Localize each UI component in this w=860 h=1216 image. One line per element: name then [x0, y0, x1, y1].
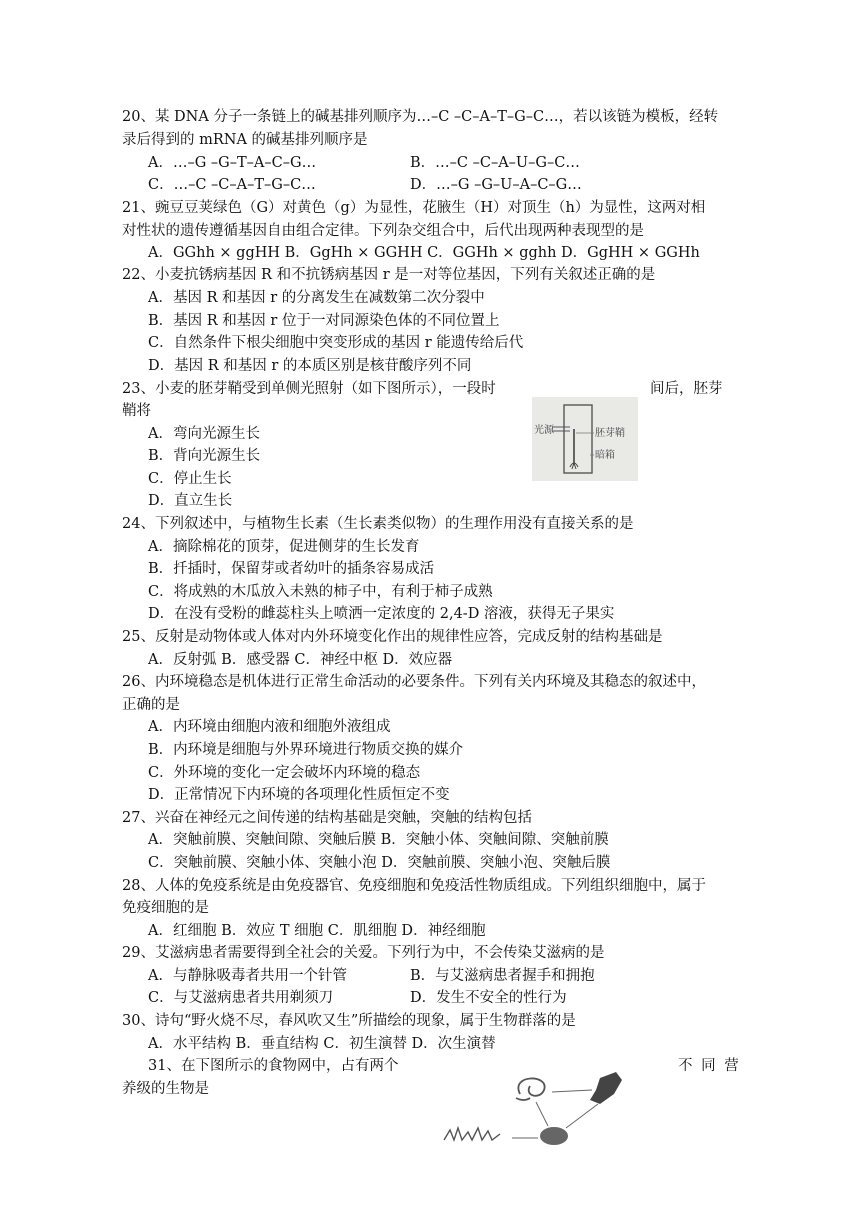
- snake-shape: [516, 1078, 545, 1100]
- q29-option-a: A．与静脉吸毒者共用一个针管: [148, 968, 347, 984]
- q26-option-b: B．内环境是细胞与外界环境进行物质交换的媒介: [148, 742, 464, 758]
- q30-stem: 30、诗句“野火烧不尽，春风吹又生”所描绘的现象，属于生物群落的是: [122, 1013, 576, 1029]
- q23-option-b: B．背向光源生长: [148, 448, 261, 464]
- q20-option-b: B．…–C –C–A–U–G–C…: [410, 155, 580, 171]
- q31-stem-line1b: 不 同 营: [678, 1058, 739, 1074]
- q29-option-b: B．与艾滋病患者握手和拥抱: [410, 968, 595, 984]
- q22-option-b: B．基因 R 和基因 r 位于一对同源染色体的不同位置上: [148, 313, 500, 329]
- grass-shape: [444, 1128, 500, 1140]
- q24-option-b: B．扦插时，保留芽或者幼叶的插条容易成活: [148, 561, 435, 577]
- q28-stem-line1: 28、人体的免疫系统是由免疫器官、免疫细胞和免疫活性物质组成。下列组织细胞中，属于: [122, 878, 706, 894]
- q23-option-c: C．停止生长: [148, 471, 232, 487]
- q26-stem-line1: 26、内环境稳态是机体进行正常生命活动的必要条件。下列有关内环境及其稳态的叙述中，: [122, 674, 706, 690]
- q22-option-c: C．自然条件下根尖细胞中突变形成的基因 r 能遗传给后代: [148, 335, 524, 351]
- arrow-mouse-snake: [536, 1102, 548, 1126]
- q25-options: A．反射弧 B．感受器 C．神经中枢 D．效应器: [148, 652, 453, 668]
- arrow-mouse-eagle: [566, 1104, 598, 1128]
- q23-stem-line1b: 间后，胚芽: [650, 381, 723, 397]
- q20-option-d: D．…–G –G–U–A–C–G…: [410, 177, 582, 193]
- q23-option-a: A．弯向光源生长: [148, 426, 260, 442]
- q26-stem-line2: 正确的是: [122, 697, 180, 713]
- q26-option-a: A．内环境由细胞内液和细胞外液组成: [148, 719, 391, 735]
- q22-stem: 22、小麦抗锈病基因 R 和不抗锈病基因 r 是一对等位基因，下列有关叙述正确的是: [122, 267, 656, 283]
- q29-stem: 29、艾滋病患者需要得到全社会的关爱。下列行为中，不会传染艾滋病的是: [122, 945, 605, 961]
- q29-option-c: C．与艾滋病患者共用剃须刀: [148, 990, 334, 1006]
- eagle-shape: [590, 1072, 622, 1104]
- q20-stem-line2: 录后得到的 mRNA 的碱基排列顺序是: [122, 132, 368, 148]
- mouse-shape: [540, 1127, 568, 1145]
- q27-options-cd: C．突触前膜、突触小体、突触小泡 D．突触前膜、突触小泡、突触后膜: [148, 855, 611, 871]
- coleoptile-light-figure: [532, 397, 638, 481]
- q21-stem-line1: 21、豌豆豆荚绿色（G）对黄色（g）为显性，花腋生（H）对顶生（h）为显性，这两对相: [122, 200, 706, 216]
- q31-stem-line1a: 31、在下图所示的食物网中，占有两个: [148, 1058, 399, 1074]
- q24-option-c: C．将成熟的木瓜放入未熟的柿子中，有利于柿子成熟: [148, 584, 493, 600]
- q31-stem-line2: 养级的生物是: [122, 1081, 209, 1097]
- q29-option-d: D．发生不安全的性行为: [410, 990, 567, 1006]
- q22-option-a: A．基因 R 和基因 r 的分离发生在减数第二次分裂中: [148, 290, 485, 306]
- figure-label-light: 光源: [534, 425, 554, 436]
- q21-stem-line2: 对性状的遗传遵循基因自由组合定律。下列杂交组合中，后代出现两种表现型的是: [122, 223, 644, 239]
- q25-stem: 25、反射是动物体或人体对内外环境变化作出的规律性应答，完成反射的结构基础是: [122, 629, 663, 645]
- food-web-figure: [440, 1068, 640, 1154]
- figure-label-box: 暗箱: [595, 450, 615, 461]
- q22-option-d: D．基因 R 和基因 r 的本质区别是核苷酸序列不同: [148, 358, 472, 374]
- q28-stem-line2: 免疫细胞的是: [122, 900, 209, 916]
- q24-option-d: D．在没有受粉的雌蕊柱头上喷洒一定浓度的 2,4-D 溶液，获得无子果实: [148, 606, 615, 622]
- q30-options: A．水平结构 B．垂直结构 C．初生演替 D．次生演替: [148, 1036, 496, 1052]
- arrow-snake-eagle: [552, 1090, 592, 1092]
- q27-stem: 27、兴奋在神经元之间传递的结构基础是突触，突触的结构包括: [122, 810, 532, 826]
- q24-option-a: A．摘除棉花的顶芽，促进侧芽的生长发育: [148, 539, 420, 555]
- q27-options-ab: A．突触前膜、突触间隙、突触后膜 B．突触小体、突触间隙、突触前膜: [148, 832, 609, 848]
- figure-label-sheath: 胚芽鞘: [595, 428, 625, 439]
- q23-option-d: D．直立生长: [148, 493, 233, 509]
- q20-option-a: A．…–G –G–T–A–C–G…: [148, 155, 317, 171]
- q23-stem-line2: 鞘将: [122, 403, 151, 419]
- q20-option-c: C．…–C –C–A–T–G–C…: [148, 177, 316, 193]
- q20-stem-line1: 20、某 DNA 分子一条链上的碱基排列顺序为…–C –C–A–T–G–C…，若以该链为模板，经转: [122, 109, 719, 125]
- q28-options: A．红细胞 B．效应 T 细胞 C．肌细胞 D．神经细胞: [148, 923, 486, 939]
- figure-background: [532, 397, 638, 481]
- q23-stem-line1a: 23、小麦的胚芽鞘受到单侧光照射（如下图所示），一段时: [122, 381, 496, 397]
- q24-stem: 24、下列叙述中，与植物生长素（生长素类似物）的生理作用没有直接关系的是: [122, 516, 634, 532]
- q21-options: A．GGhh × ggHH B．GgHh × GGHH C．GGHh × gghh D．GgHH × GGHh: [148, 245, 700, 261]
- q26-option-c: C．外环境的变化一定会破坏内环境的稳态: [148, 765, 421, 781]
- q26-option-d: D．正常情况下内环境的各项理化性质恒定不变: [148, 787, 450, 803]
